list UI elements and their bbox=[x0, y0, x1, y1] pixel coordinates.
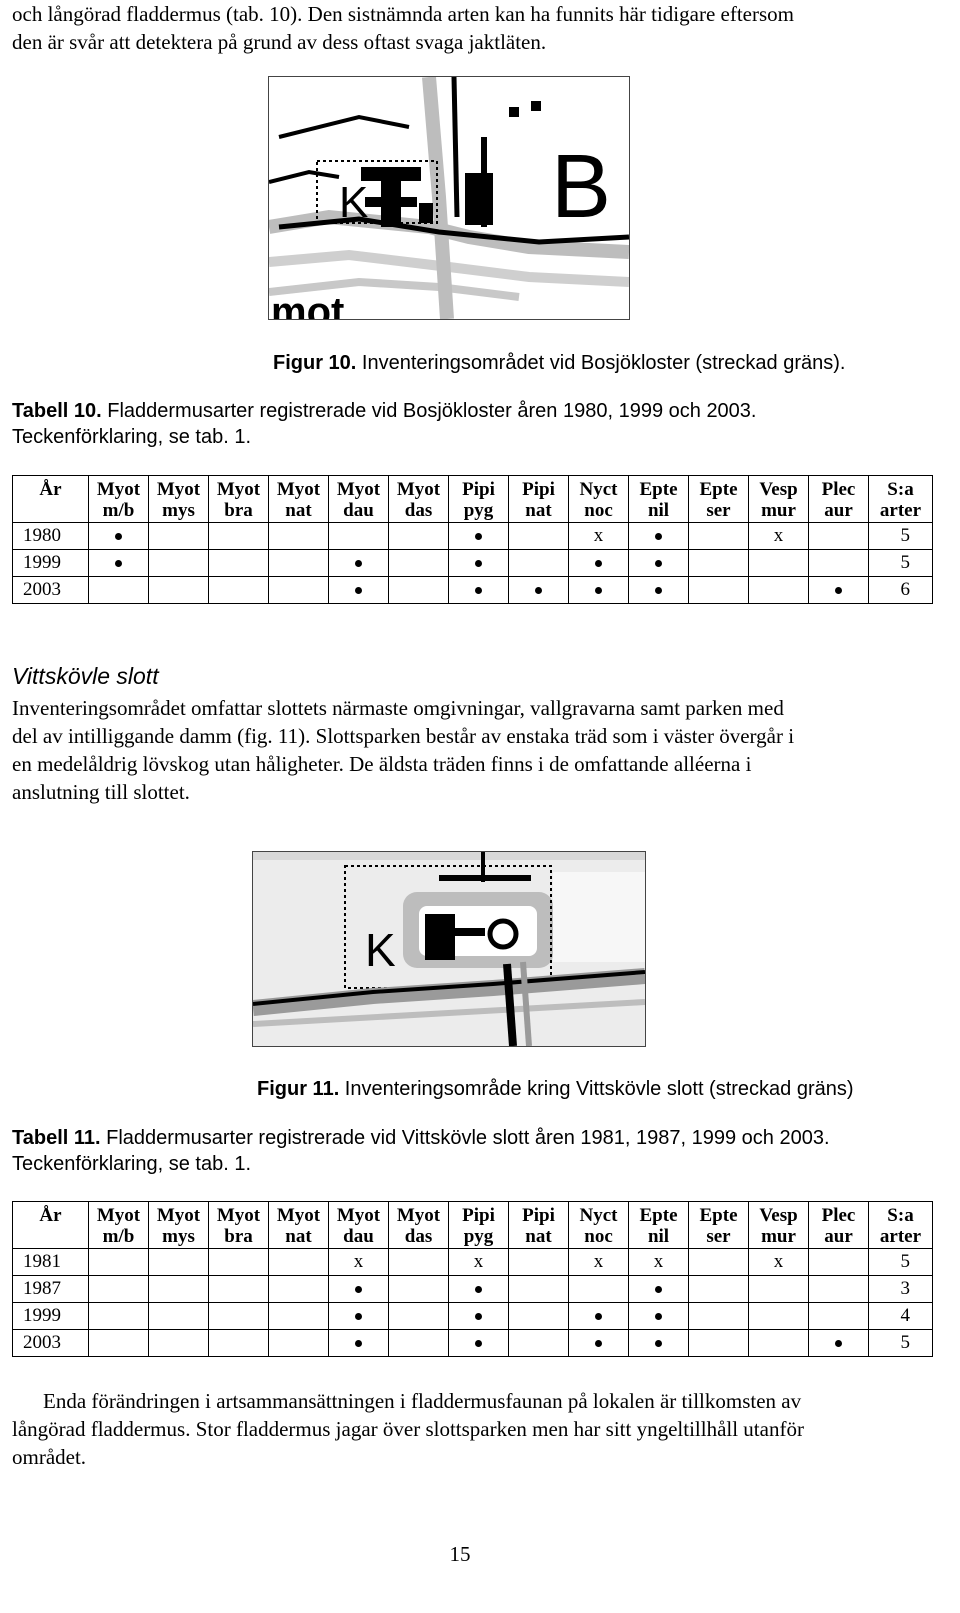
record-cell bbox=[689, 1330, 749, 1357]
record-cell bbox=[809, 1276, 869, 1303]
observed-dot-icon bbox=[655, 1313, 662, 1320]
observed-dot-icon bbox=[475, 560, 482, 567]
column-header: Vesp mur bbox=[749, 1202, 809, 1249]
column-header: År bbox=[13, 476, 89, 523]
record-cell bbox=[689, 1249, 749, 1276]
observed-dot-icon bbox=[535, 587, 542, 594]
table-11-caption bbox=[12, 1125, 952, 1177]
table-row bbox=[13, 1249, 933, 1276]
column-header: Epte nil bbox=[629, 1202, 689, 1249]
record-cell bbox=[269, 1276, 329, 1303]
record-cell: x bbox=[449, 1249, 509, 1276]
observed-dot-icon bbox=[595, 587, 602, 594]
table-10 bbox=[12, 475, 933, 604]
observed-dot-icon bbox=[355, 560, 362, 567]
record-cell bbox=[689, 1303, 749, 1330]
record-cell bbox=[749, 1303, 809, 1330]
record-cell bbox=[689, 523, 749, 550]
caption-text: Inventeringsområdet vid Bosjökloster (streckad gräns). bbox=[356, 352, 846, 374]
text-line: del av intilliggande damm (fig. 11). Slottsparken består av enstaka träd som i väster övergår i bbox=[12, 724, 795, 748]
record-cell bbox=[389, 1303, 449, 1330]
record-cell bbox=[749, 550, 809, 577]
record-cell bbox=[389, 1330, 449, 1357]
record-cell bbox=[389, 1276, 449, 1303]
table-row bbox=[13, 1330, 933, 1357]
observed-dot-icon bbox=[595, 1340, 602, 1347]
record-cell bbox=[689, 550, 749, 577]
map-image bbox=[253, 852, 645, 1046]
record-cell bbox=[329, 577, 389, 604]
record-cell bbox=[329, 1303, 389, 1330]
column-header: Myot nat bbox=[269, 476, 329, 523]
record-cell bbox=[449, 1276, 509, 1303]
column-header: Epte ser bbox=[689, 1202, 749, 1249]
record-cell bbox=[809, 1303, 869, 1330]
record-cell bbox=[509, 523, 569, 550]
table-row bbox=[13, 1276, 933, 1303]
record-cell bbox=[209, 1303, 269, 1330]
table-row bbox=[13, 550, 933, 577]
record-cell bbox=[269, 523, 329, 550]
record-cell bbox=[689, 577, 749, 604]
column-header: Myot nat bbox=[269, 1202, 329, 1249]
column-header: Myot dau bbox=[329, 476, 389, 523]
column-header: Myot das bbox=[389, 476, 449, 523]
observed-dot-icon bbox=[475, 587, 482, 594]
record-cell bbox=[89, 577, 149, 604]
record-cell bbox=[569, 550, 629, 577]
record-cell bbox=[449, 523, 509, 550]
text-line: området. bbox=[12, 1445, 87, 1469]
observed-dot-icon bbox=[355, 1286, 362, 1293]
record-cell bbox=[89, 550, 149, 577]
record-cell: x bbox=[749, 523, 809, 550]
caption-text: Teckenförklaring, se tab. 1. bbox=[12, 426, 252, 448]
record-cell bbox=[329, 523, 389, 550]
column-header: Myot m/b bbox=[89, 476, 149, 523]
record-cell: x bbox=[749, 1249, 809, 1276]
record-cell bbox=[269, 1249, 329, 1276]
species-count-cell: 6 bbox=[869, 577, 933, 604]
record-cell bbox=[749, 577, 809, 604]
map-letter-b: B bbox=[551, 137, 612, 237]
record-cell bbox=[149, 523, 209, 550]
column-header: Plec aur bbox=[809, 476, 869, 523]
record-cell bbox=[209, 1249, 269, 1276]
column-header: Plec aur bbox=[809, 1202, 869, 1249]
map-road-label: mot bbox=[271, 290, 345, 319]
species-count-cell: 5 bbox=[869, 550, 933, 577]
year-cell: 2003 bbox=[13, 577, 89, 604]
record-cell bbox=[569, 1330, 629, 1357]
observed-dot-icon bbox=[475, 1286, 482, 1293]
observed-dot-icon bbox=[475, 1313, 482, 1320]
record-cell bbox=[209, 1276, 269, 1303]
column-header: Myot dau bbox=[329, 1202, 389, 1249]
header-row bbox=[13, 1202, 933, 1249]
observed-dot-icon bbox=[115, 560, 122, 567]
observed-dot-icon bbox=[655, 533, 662, 540]
record-cell bbox=[509, 1276, 569, 1303]
record-cell bbox=[209, 523, 269, 550]
column-header: År bbox=[13, 1202, 89, 1249]
year-cell: 1999 bbox=[13, 550, 89, 577]
record-cell bbox=[149, 1276, 209, 1303]
record-cell bbox=[389, 1249, 449, 1276]
figure-10-caption bbox=[273, 350, 845, 376]
record-cell bbox=[449, 1330, 509, 1357]
species-count-cell: 5 bbox=[869, 1330, 933, 1357]
column-header: Pipi pyg bbox=[449, 1202, 509, 1249]
observed-dot-icon bbox=[595, 560, 602, 567]
column-header: Nyct noc bbox=[569, 1202, 629, 1249]
record-cell: x bbox=[629, 1249, 689, 1276]
column-header: Myot bra bbox=[209, 1202, 269, 1249]
observed-dot-icon bbox=[475, 533, 482, 540]
record-cell bbox=[809, 523, 869, 550]
column-header: S:a arter bbox=[869, 476, 933, 523]
observed-dot-icon bbox=[655, 587, 662, 594]
observed-dot-icon bbox=[475, 1340, 482, 1347]
record-cell bbox=[569, 1303, 629, 1330]
record-cell bbox=[89, 1276, 149, 1303]
species-count-cell: 4 bbox=[869, 1303, 933, 1330]
record-cell bbox=[89, 1249, 149, 1276]
column-header: Myot das bbox=[389, 1202, 449, 1249]
map-image bbox=[269, 77, 629, 319]
page-number: 15 bbox=[449, 1542, 471, 1566]
column-header: Myot mys bbox=[149, 1202, 209, 1249]
figure-11-caption bbox=[257, 1076, 854, 1102]
table-row bbox=[13, 523, 933, 550]
table-row bbox=[13, 577, 933, 604]
figure-11-map bbox=[252, 851, 646, 1047]
record-cell bbox=[689, 1276, 749, 1303]
table-row bbox=[13, 1303, 933, 1330]
caption-text: Fladdermusarter registrerade vid Vittskövle slott åren 1981, 1987, 1999 och 2003. bbox=[100, 1127, 830, 1149]
record-cell bbox=[149, 1330, 209, 1357]
observed-dot-icon bbox=[835, 587, 842, 594]
species-count-cell: 5 bbox=[869, 523, 933, 550]
figure-label: Figur 10. bbox=[273, 352, 357, 374]
record-cell bbox=[449, 577, 509, 604]
table-label: Tabell 10. bbox=[12, 400, 102, 422]
text-line: en medelåldrig lövskog utan håligheter. De äldsta träden finns i de omfattande alléerna i bbox=[12, 752, 752, 776]
record-cell bbox=[209, 1330, 269, 1357]
record-cell bbox=[149, 1303, 209, 1330]
column-header: Epte nil bbox=[629, 476, 689, 523]
record-cell bbox=[809, 577, 869, 604]
section-heading: Vittskövle slott bbox=[12, 663, 159, 689]
record-cell: x bbox=[569, 523, 629, 550]
record-cell bbox=[629, 523, 689, 550]
record-cell bbox=[509, 550, 569, 577]
column-header: Pipi nat bbox=[509, 476, 569, 523]
column-header: Pipi nat bbox=[509, 1202, 569, 1249]
record-cell bbox=[629, 1330, 689, 1357]
record-cell bbox=[809, 550, 869, 577]
text-line: den är svår att detektera på grund av dess oftast svaga jaktläten. bbox=[12, 30, 547, 54]
record-cell bbox=[389, 523, 449, 550]
year-cell: 2003 bbox=[13, 1330, 89, 1357]
record-cell bbox=[509, 1249, 569, 1276]
record-cell bbox=[209, 577, 269, 604]
observed-dot-icon bbox=[655, 1340, 662, 1347]
observed-dot-icon bbox=[835, 1340, 842, 1347]
record-cell bbox=[749, 1330, 809, 1357]
record-cell bbox=[89, 523, 149, 550]
record-cell bbox=[629, 1276, 689, 1303]
record-cell bbox=[269, 1303, 329, 1330]
caption-text: Inventeringsområde kring Vittskövle slott (streckad gräns) bbox=[339, 1078, 854, 1100]
record-cell bbox=[269, 1330, 329, 1357]
record-cell bbox=[569, 577, 629, 604]
intro-paragraph bbox=[12, 0, 952, 56]
record-cell bbox=[629, 1303, 689, 1330]
year-cell: 1980 bbox=[13, 523, 89, 550]
column-header: Myot mys bbox=[149, 476, 209, 523]
text-line: långörad fladdermus. Stor fladdermus jagar över slottsparken men har sitt yngeltillhåll utanför bbox=[12, 1417, 804, 1441]
record-cell bbox=[569, 1276, 629, 1303]
year-cell: 1981 bbox=[13, 1249, 89, 1276]
record-cell bbox=[629, 550, 689, 577]
column-header: Nyct noc bbox=[569, 476, 629, 523]
observed-dot-icon bbox=[655, 1286, 662, 1293]
record-cell bbox=[509, 1330, 569, 1357]
record-cell bbox=[329, 1330, 389, 1357]
table-label: Tabell 11. bbox=[12, 1127, 101, 1149]
record-cell: x bbox=[329, 1249, 389, 1276]
record-cell bbox=[389, 550, 449, 577]
record-cell bbox=[89, 1303, 149, 1330]
column-header: Epte ser bbox=[689, 476, 749, 523]
map-letter-k: K bbox=[339, 178, 369, 227]
record-cell bbox=[149, 1249, 209, 1276]
figure-label: Figur 11. bbox=[257, 1078, 340, 1100]
record-cell bbox=[269, 577, 329, 604]
record-cell bbox=[629, 577, 689, 604]
record-cell bbox=[89, 1330, 149, 1357]
record-cell bbox=[329, 550, 389, 577]
record-cell bbox=[329, 1276, 389, 1303]
table-body bbox=[13, 523, 933, 604]
observed-dot-icon bbox=[115, 533, 122, 540]
text-line: Inventeringsområdet omfattar slottets närmaste omgivningar, vallgravarna samt parken med bbox=[12, 696, 784, 720]
record-cell bbox=[149, 550, 209, 577]
observed-dot-icon bbox=[355, 1313, 362, 1320]
figure-10-map bbox=[268, 76, 630, 320]
column-header: Vesp mur bbox=[749, 476, 809, 523]
record-cell bbox=[449, 550, 509, 577]
text-line: Enda förändringen i artsammansättningen i fladdermusfaunan på lokalen är tillkomsten av bbox=[43, 1389, 802, 1413]
column-header: Myot bra bbox=[209, 476, 269, 523]
record-cell bbox=[389, 577, 449, 604]
table-10-caption bbox=[12, 398, 952, 450]
map-letter-k: K bbox=[365, 924, 396, 976]
year-cell: 1999 bbox=[13, 1303, 89, 1330]
header-row bbox=[13, 476, 933, 523]
section-paragraph bbox=[12, 694, 952, 806]
record-cell bbox=[809, 1330, 869, 1357]
observed-dot-icon bbox=[355, 1340, 362, 1347]
text-line: anslutning till slottet. bbox=[12, 780, 190, 804]
record-cell bbox=[209, 550, 269, 577]
closing-paragraph bbox=[12, 1387, 952, 1471]
observed-dot-icon bbox=[355, 587, 362, 594]
table-11 bbox=[12, 1201, 933, 1357]
species-count-cell: 3 bbox=[869, 1276, 933, 1303]
species-count-cell: 5 bbox=[869, 1249, 933, 1276]
table-body bbox=[13, 1249, 933, 1357]
record-cell bbox=[509, 577, 569, 604]
observed-dot-icon bbox=[595, 1313, 602, 1320]
text-line: och långörad fladdermus (tab. 10). Den sistnämnda arten kan ha funnits här tidigare eftersom bbox=[12, 2, 794, 26]
year-cell: 1987 bbox=[13, 1276, 89, 1303]
record-cell bbox=[509, 1303, 569, 1330]
column-header: S:a arter bbox=[869, 1202, 933, 1249]
record-cell bbox=[269, 550, 329, 577]
record-cell bbox=[449, 1303, 509, 1330]
record-cell bbox=[149, 577, 209, 604]
record-cell bbox=[809, 1249, 869, 1276]
observed-dot-icon bbox=[655, 560, 662, 567]
column-header: Myot m/b bbox=[89, 1202, 149, 1249]
caption-text: Teckenförklaring, se tab. 1. bbox=[12, 1153, 252, 1175]
caption-text: Fladdermusarter registrerade vid Bosjökloster åren 1980, 1999 och 2003. bbox=[101, 400, 757, 422]
column-header: Pipi pyg bbox=[449, 476, 509, 523]
record-cell: x bbox=[569, 1249, 629, 1276]
record-cell bbox=[749, 1276, 809, 1303]
